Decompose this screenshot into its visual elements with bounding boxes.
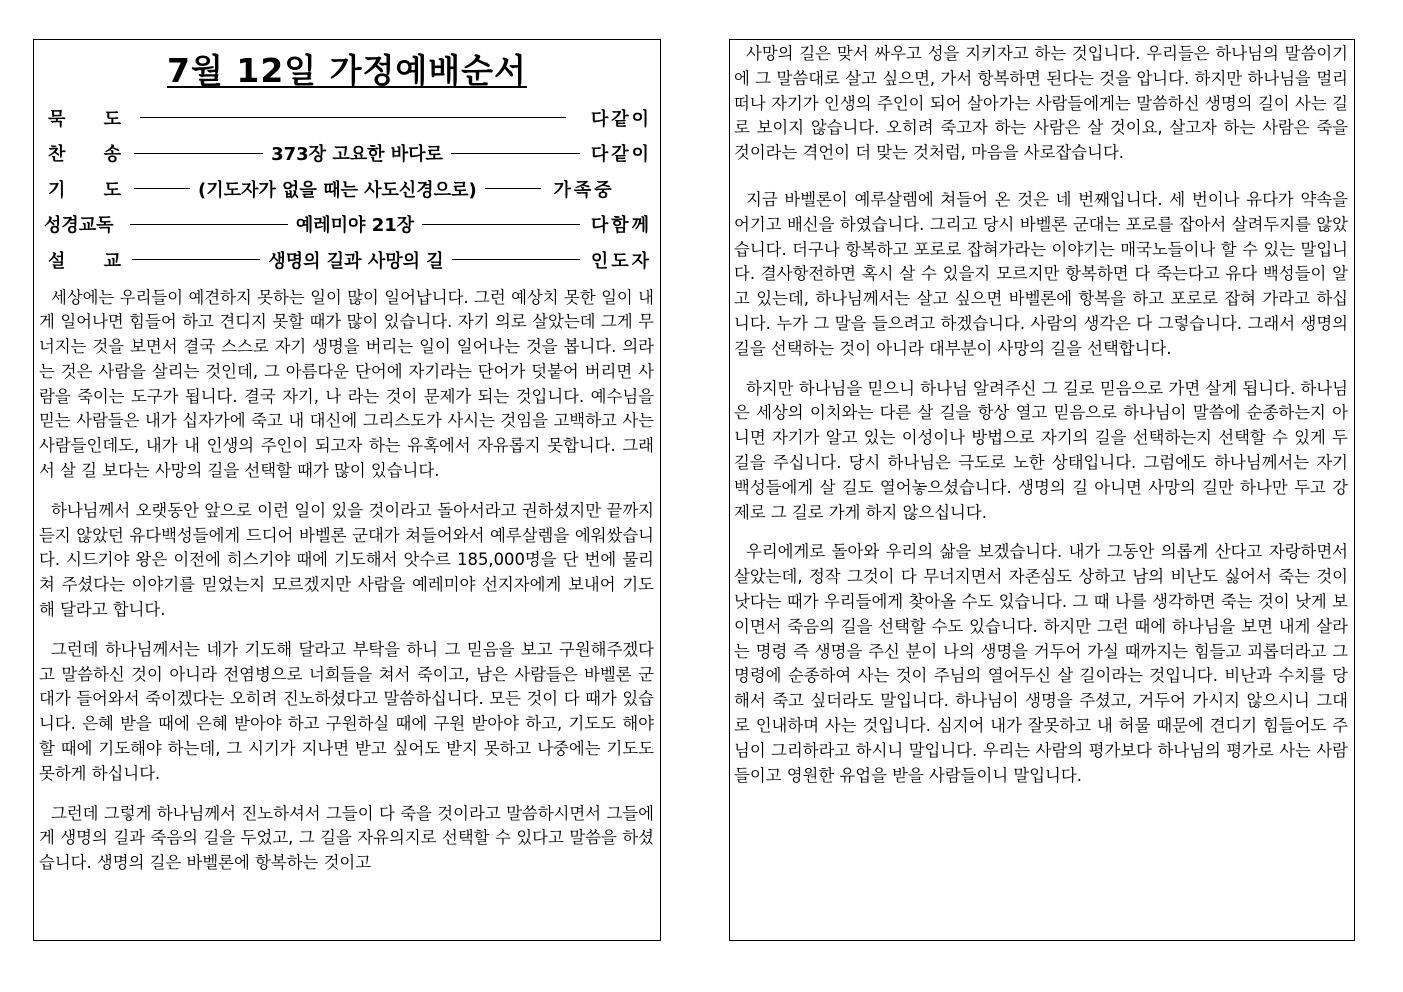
worship-order xyxy=(44,100,652,278)
order-row-scripture xyxy=(44,207,652,243)
order-label: 묵 도 xyxy=(48,108,138,130)
title-wrap xyxy=(34,52,660,100)
paragraph: 하지만 하나님을 믿으니 하나님 알려주신 그 길로 믿음으로 가면 살게 됩니다. 하나님은 세상의 이치와는 다른 살 길을 항상 열고 믿음으로 하나님이 말씀에 순종하는지 아니면 자기가 알고 있는 이성이나 방법으로 자기의 길을 선택하는지 선택할 수 있게 두 길을 주십니다. 당시 하나님은 극도로 노한 상태입니다. 그럼에도 하나님께서는 자기 백성들에게 살 길도 열어놓으셨습니다. 생명의 길 아니면 사망의 길만 하나만 두고 강제로 그 길로 가게 하지 않으십니다. xyxy=(734,378,1348,522)
divider-line xyxy=(130,224,288,225)
sermon-text-left xyxy=(34,286,660,877)
paragraph: 세상에는 우리들이 예견하지 못하는 일이 많이 일어납니다. 그런 예상치 못한 일이 내게 일어나면 힘들어 하고 견디지 못할 때가 많이 있습니다. 자기 의로 살았는데 그게 무너지는 것을 보면서 결국 스스로 자기 생명을 버리는 일이 일어나는 것을 봅니다. 의라는 것은 사람을 살리는 것인데, 그 아름다운 단어에 자기라는 단어가 덧붙어 버리면 사람을 죽이는 도구가 됩니다. 결국 자기, 나 라는 것이 문제가 되는 것입니다. 예수님을 믿는 사람들은 내가 십자가에 죽고 내 대신에 그리스도가 사시는 것임을 고백하고 사는 사람들인데도, 내가 내 인생의 주인이 되고자 하는 유혹에서 자유롭지 못합니다. 그래서 살 길 보다는 사망의 길을 선택할 때가 많이 있습니다. xyxy=(39,287,654,481)
order-item: 373장 고요한 바다로 xyxy=(271,144,443,166)
order-who: 다같이 xyxy=(590,144,653,166)
divider-line xyxy=(485,188,541,189)
order-who: 인도자 xyxy=(590,250,653,272)
order-label: 설 교 xyxy=(48,250,138,272)
order-label: 성경교독 xyxy=(44,215,114,237)
divider-line xyxy=(422,224,580,225)
order-item: (기도자가 없을 때는 사도신경으로) xyxy=(198,179,477,201)
right-page xyxy=(729,39,1355,941)
order-item: 생명의 길과 사망의 길 xyxy=(268,250,444,272)
left-page xyxy=(33,39,661,941)
order-row-prayer xyxy=(44,171,652,207)
divider-line xyxy=(134,153,263,154)
sermon-text-right xyxy=(730,40,1354,788)
divider-line xyxy=(452,259,580,260)
divider-line xyxy=(451,153,580,154)
order-who: 다같이 xyxy=(590,108,652,130)
paragraph: 그런데 그렇게 하나님께서 진노하셔서 그들이 다 죽을 것이라고 말씀하시면서 그들에게 생명의 길과 죽음의 길을 두었고, 그 길을 자유의지로 선택할 수 있다고 말씀을 하셨습니다. 생명의 길은 바벨론에 항복하는 것이고 xyxy=(39,803,654,873)
order-who: 가족중 xyxy=(553,179,615,201)
order-row-silent-prayer xyxy=(44,100,652,136)
order-row-hymn xyxy=(44,136,652,172)
divider-line xyxy=(132,259,260,260)
divider-line xyxy=(134,188,190,189)
page-title: 7월 12일 가정예배순서 xyxy=(167,51,527,90)
paragraph: 우리에게로 돌아와 우리의 삶을 보겠습니다. 내가 그동안 의롭게 산다고 자랑하면서 살았는데, 정작 그것이 다 무너지면서 자존심도 상하고 남의 비난도 싫어서 죽는 것이 낫다는 때가 우리들에게 찾아올 수도 있습니다. 그 때 나를 생각하면 죽는 것이 낫게 보이면서 죽음의 길을 선택할 수도 있습니다. 하지만 그런 때에 하나님을 보면 내게 살라는 명령 즉 생명을 주신 분이 나의 생명을 거두어 가실 때까지는 힘들고 괴롭더라고 그 명령에 순종하여 사는 것이 주님의 열어두신 살 길이라는 것입니다. 비난과 수치를 당해서 죽고 싶더라도 말입니다. 하나님이 생명을 주셨고, 거두어 가시지 않으시니 그대로 인내하며 사는 것입니다. 심지어 내가 잘못하고 내 허물 때문에 견디기 힘들어도 주님이 그리하라고 하시니 말입니다. 우리는 사람의 평가보다 하나님의 평가로 사는 사람들이고 영원한 유업을 받을 사람들이니 말입니다. xyxy=(734,542,1348,785)
paragraph: 사망의 길은 맞서 싸우고 성을 지키자고 하는 것입니다. 우리들은 하나님의 말씀이기에 그 말씀대로 살고 싶으면, 가서 항복하면 된다는 것을 압니다. 하지만 하나님을 멀리 떠나 자기가 인생의 주인이 되어 살아가는 사람들에게는 말씀하신 생명의 길이 사는 길로 보이지 않습니다. 오히려 죽고자 하는 사람은 살 것이요, 살고자 하는 사람은 죽을 것이라는 격언이 더 맞는 것처럼, 마음을 사로잡습니다. xyxy=(734,44,1348,163)
divider-line xyxy=(140,117,566,118)
paragraph: 그런데 하나님께서는 네가 기도해 달라고 부탁을 하니 그 믿음을 보고 구원해주겠다고 말씀하신 것이 아니라 전염병으로 너희들을 쳐서 죽이고, 남은 사람들은 바벨론 군대가 들어와서 죽이겠다는 오히려 진노하셨다고 말씀하십니다. 모든 것이 다 때가 있습니다. 은혜 받을 때에 은혜 받아야 하고 구원하실 때에 구원 받아야 하고, 기도도 해야 할 때에 기도해야 하는데, 그 시기가 지나면 받고 싶어도 받지 못하고 나중에는 기도도 못하게 하십니다. xyxy=(39,639,654,783)
paragraph: 하나님께서 오랫동안 앞으로 이런 일이 있을 것이라고 돌아서라고 권하셨지만 끝까지 듣지 않았던 유다백성들에게 드디어 바벨론 군대가 쳐들어와서 예루살렘을 에워쌌습니다. 시드기야 왕은 이전에 히스기야 때에 기도해서 앗수르 185,000명을 단 번에 물리쳐 주셨다는 이야기를 믿었는지 모르겠지만 사람을 예레미야 선지자에게 보내어 기도해 달라고 합니다. xyxy=(39,500,654,620)
paragraph: 지금 바벨론이 예루살렘에 쳐들어 온 것은 네 번째입니다. 세 번이나 유다가 약속을 어기고 배신을 하였습니다. 그리고 당시 바벨론 군대는 포로를 잡아서 살려두지를 않았습니다. 더구나 항복하고 포로로 잡혀가라는 이야기는 매국노들이나 할 수 있는 말입니다. 결사항전하면 혹시 살 수 있을지 모르지만 항복하면 다 죽는다고 유다 백성들이 알고 있는데, 하나님께서는 살고 싶으면 바벨론에 항복을 하고 포로로 잡혀 가라고 하십니다. 누가 그 말을 들으려고 하겠습니다. 사람의 생각은 다 그렇습니다. 그래서 생명의 길을 선택하는 것이 아니라 대부분이 사망의 길을 선택합니다. xyxy=(734,189,1348,358)
order-who: 다함께 xyxy=(590,215,653,237)
order-row-sermon xyxy=(44,242,652,278)
order-label: 기 도 xyxy=(48,179,138,201)
order-item: 예레미야 21장 xyxy=(295,215,415,237)
order-label: 찬 송 xyxy=(48,144,138,166)
